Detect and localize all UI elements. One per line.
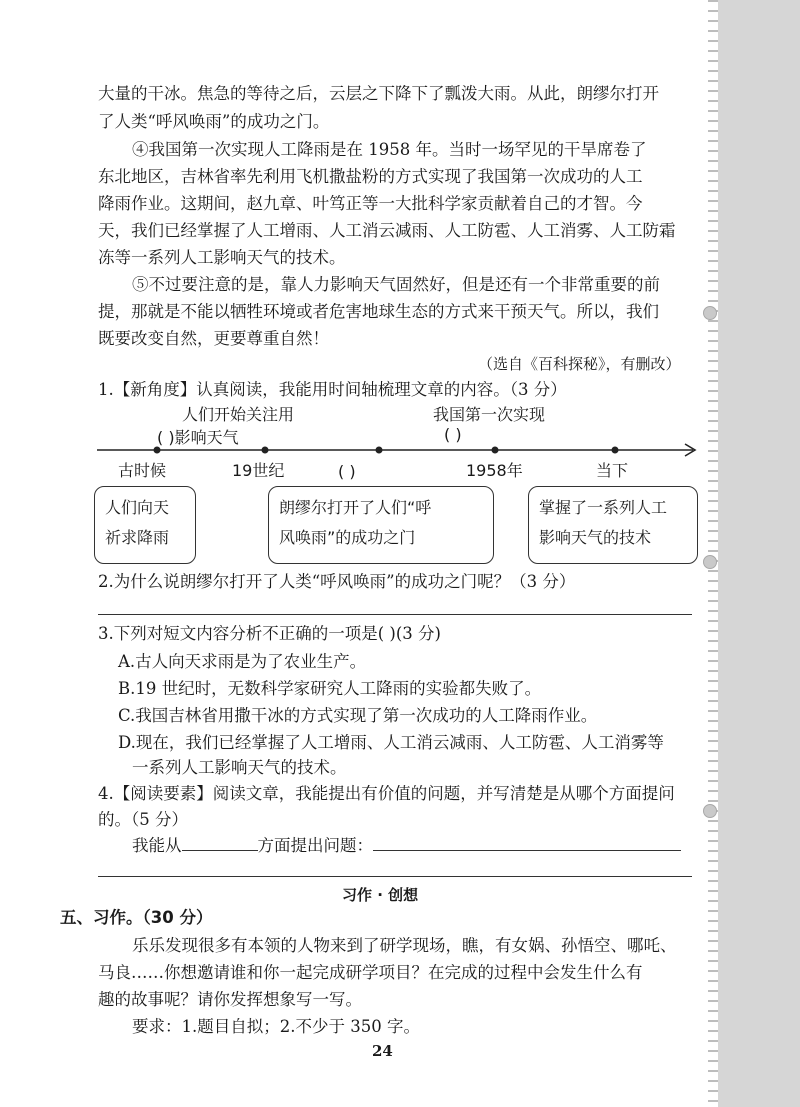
option-a: A.古人向天求雨是为了农业生产。: [118, 652, 367, 671]
timeline-blank-right[interactable]: ( ): [444, 425, 462, 444]
timeline-box: 掌握了一系列人工 影响天气的技术: [528, 486, 698, 564]
passage-line: 降雨作业。这期间，赵九章、叶笃正等一大批科学家贡献着自己的才智。今: [98, 194, 643, 213]
timeline-point: 古时候: [118, 461, 167, 480]
aspect-blank[interactable]: [182, 834, 258, 851]
question-4-continued: 的。（5 分）: [98, 810, 188, 829]
prompt-line: 乐乐发现很多有本领的人物来到了研学现场，瞧，有女娲、孙悟空、哪吒、: [132, 936, 677, 955]
binding-hole: [703, 306, 717, 320]
binding-hole: [703, 555, 717, 569]
page-number: 24: [372, 1042, 393, 1060]
timeline-point: 1958年: [466, 461, 523, 480]
passage-line: 既要改变自然，更要尊重自然！: [98, 329, 329, 348]
passage-line: ⑤不过要注意的是，靠人力影响天气固然好，但是还有一个非常重要的前: [132, 275, 660, 294]
passage-line: 提，那就是不能以牺牲环境或者危害地球生态的方式来干预天气。所以，我们: [98, 302, 659, 321]
binding-hole: [703, 804, 717, 818]
question-3: 3.下列对短文内容分析不正确的一项是( )(3 分): [98, 624, 441, 643]
question-2: 2.为什么说朗缪尔打开了人类“呼风唤雨”的成功之门呢？（3 分）: [98, 572, 576, 591]
writing-requirements: 要求：1.题目自拟；2.不少于 350 字。: [132, 1017, 420, 1036]
prompt-line: 趣的故事呢？请你发挥想象写一写。: [98, 990, 362, 1009]
timeline-label-left: 人们开始关注用: [182, 405, 295, 424]
option-b: B.19 世纪时，无数科学家研究人工降雨的实验都失败了。: [118, 679, 542, 698]
passage-line: 了人类“呼风唤雨”的成功之门。: [98, 112, 330, 131]
answer-line[interactable]: [98, 614, 692, 615]
timeline-box: 人们向天 祈求降雨: [94, 486, 196, 564]
answer-line[interactable]: [98, 876, 692, 877]
option-c: C.我国吉林省用撒干冰的方式实现了第一次成功的人工降雨作业。: [118, 706, 598, 725]
q4-answer-row: 我能从 方面提出问题：: [132, 834, 681, 858]
timeline-label-right: 我国第一次实现: [433, 405, 546, 424]
passage-line: 冻等一系列人工影响天气的技术。: [98, 248, 346, 267]
passage-line: 东北地区，吉林省率先利用飞机撒盐粉的方式实现了我国第一次成功的人工: [98, 167, 643, 186]
option-d-continued: 一系列人工影响天气的技术。: [132, 758, 347, 777]
question-5: 五、习作。（30 分）: [60, 908, 213, 927]
timeline-box: 朗缪尔打开了人们“呼 风唤雨”的成功之门: [268, 486, 494, 564]
question-4: 4.【阅读要素】阅读文章，我能提出有价值的问题，并写清楚是从哪个方面提问: [98, 784, 675, 803]
question-1: 1.【新角度】认真阅读，我能用时间轴梳理文章的内容。（3 分）: [98, 380, 567, 399]
timeline-axis: [95, 440, 700, 460]
binding-edge: [708, 0, 718, 1107]
option-d: D.现在，我们已经掌握了人工增雨、人工消云减雨、人工防雹、人工消雾等: [118, 733, 664, 752]
section-title: 习作 · 创想: [342, 886, 419, 904]
timeline-point: 当下: [596, 461, 629, 480]
passage-line: ④我国第一次实现人工降雨是在 1958 年。当时一场罕见的干旱席卷了: [132, 140, 647, 159]
timeline-blank-left[interactable]: ( )影响天气: [157, 428, 239, 447]
timeline-point: 19世纪: [232, 461, 285, 480]
prompt-line: 马良……你想邀请谁和你一起完成研学项目？在完成的过程中会发生什么有: [98, 963, 643, 982]
passage-line: 天，我们已经掌握了人工增雨、人工消云减雨、人工防雹、人工消雾、人工防霜: [98, 221, 676, 240]
passage-line: 大量的干冰。焦急的等待之后，云层之下降下了瓢泼大雨。从此，朗缪尔打开: [98, 84, 659, 103]
passage-source: （选自《百科探秘》，有删改）: [478, 355, 681, 373]
page-side-rail: [718, 0, 800, 1107]
timeline-blank-middle[interactable]: ( ): [338, 462, 356, 481]
question-blank[interactable]: [373, 834, 681, 851]
